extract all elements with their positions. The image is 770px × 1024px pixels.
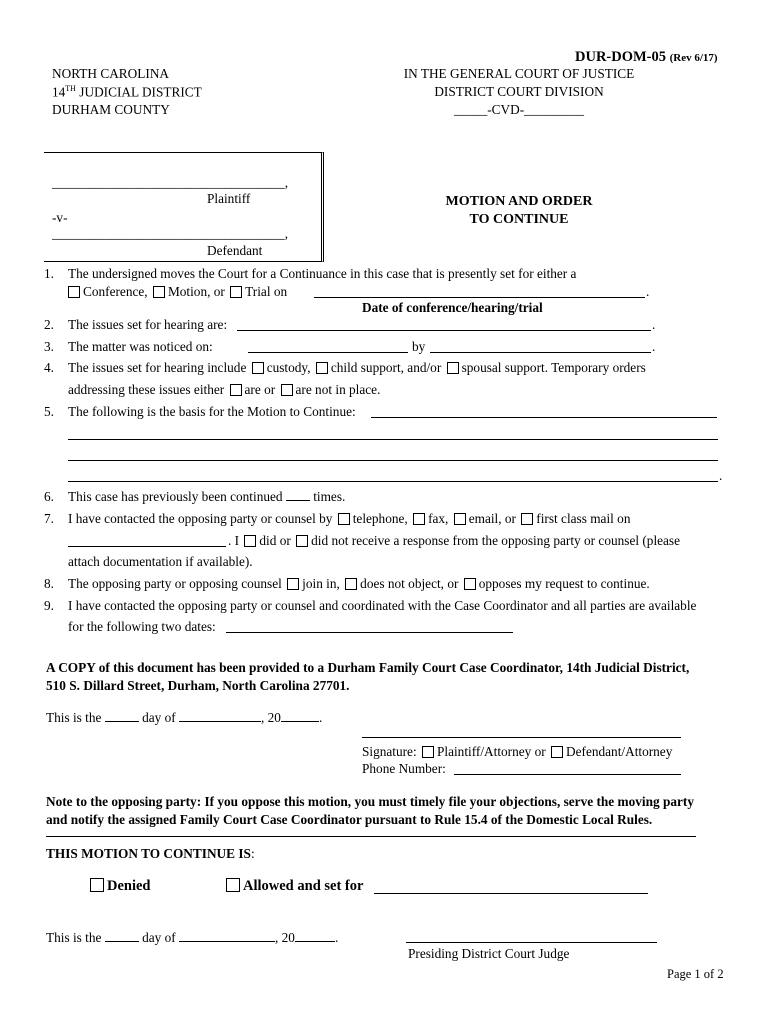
copy-notice-line2: 510 S. Dillard Street, Durham, North Carolina 27701. <box>46 678 350 693</box>
item-7-number: 7. <box>44 511 54 526</box>
order-day-field[interactable] <box>105 940 139 942</box>
item-5-period: . <box>719 468 723 483</box>
denied-label: Denied <box>107 878 151 894</box>
versus-label: -v- <box>52 210 68 225</box>
document-title-line1: MOTION AND ORDER <box>445 194 593 209</box>
item-1-text: The undersigned moves the Court for a Continuance in this case that is presently set for either a <box>68 266 577 281</box>
spousal-support-checkbox[interactable] <box>447 362 459 374</box>
denied-checkbox[interactable] <box>90 878 104 892</box>
basis-field-line2[interactable] <box>68 439 718 440</box>
does-not-object-checkbox[interactable] <box>345 578 357 590</box>
basis-field-line1[interactable] <box>371 417 717 418</box>
allowed-checkbox[interactable] <box>226 878 240 892</box>
basis-field-line3[interactable] <box>68 460 718 461</box>
order-month-field[interactable] <box>179 940 275 942</box>
item-3-period: . <box>652 339 656 354</box>
item-9-text: I have contacted the opposing party or counsel and coordinated with the Case Coordinator and all parties are available <box>68 598 697 613</box>
form-id <box>575 49 718 66</box>
plaintiff-attorney-checkbox[interactable] <box>422 746 434 758</box>
item-7-text: I have contacted the opposing party or counsel by <box>68 511 333 526</box>
court-name: IN THE GENERAL COURT OF JUSTICE <box>403 66 635 81</box>
order-day-of: day of <box>142 930 176 945</box>
order-heading-text: THIS MOTION TO CONTINUE IS <box>46 846 251 861</box>
hearing-date-caption: Date of conference/hearing/trial <box>362 300 543 315</box>
item-6-text: This case has previously been continued <box>68 489 283 504</box>
item-7-i: . I <box>228 533 240 548</box>
item-3-number: 3. <box>44 339 54 354</box>
plaintiff-label: Plaintiff <box>207 191 251 206</box>
hearing-date-field[interactable] <box>314 297 645 298</box>
opposes-label: opposes my request to continue. <box>478 576 650 591</box>
item-2-text: The issues set for hearing are: <box>68 317 228 332</box>
join-in-checkbox[interactable] <box>287 578 299 590</box>
email-label: email, or <box>468 511 516 526</box>
join-in-label: join in, <box>302 576 340 591</box>
continued-count-field[interactable] <box>286 499 310 501</box>
contact-date-field[interactable] <box>68 546 226 547</box>
motion-date-prefix: This is the <box>46 710 102 725</box>
item-4-line1 <box>68 360 646 376</box>
file-number-field[interactable]: _____-CVD-_________ <box>453 102 584 117</box>
judicial-district <box>52 84 202 100</box>
item-4-line2 <box>68 382 380 398</box>
conference-label: Conference, <box>83 284 148 299</box>
denied-option <box>90 878 151 895</box>
item-3-text: The matter was noticed on: <box>68 339 213 354</box>
motion-year-field[interactable] <box>281 720 319 722</box>
county-name: DURHAM COUNTY <box>52 102 170 117</box>
item-6-line <box>68 489 345 505</box>
did-receive-checkbox[interactable] <box>244 535 256 547</box>
defendant-attorney-checkbox[interactable] <box>551 746 563 758</box>
item-6-number: 6. <box>44 489 54 504</box>
item-8-line <box>68 576 650 592</box>
defendant-name-field[interactable]: ___________________________________, <box>52 226 289 241</box>
item-9-number: 9. <box>44 598 54 613</box>
signature-row <box>362 744 672 760</box>
defendant-label: Defendant <box>207 243 263 258</box>
order-heading <box>46 846 255 862</box>
district-number: 14 <box>52 84 66 100</box>
noticed-date-field[interactable] <box>248 352 408 353</box>
item-1-number: 1. <box>44 266 54 281</box>
order-date-prefix: This is the <box>46 930 102 945</box>
section-divider <box>46 836 696 837</box>
caption-box <box>44 152 324 262</box>
did-not-receive-label: did not receive a response from the opposing party or counsel (please <box>311 533 681 548</box>
item-6-times: times. <box>313 489 346 504</box>
item-4-text: The issues set for hearing include <box>68 360 247 375</box>
opposing-party-note-line1: Note to the opposing party: If you oppose this motion, you must timely file your objections, serve the moving party <box>46 794 694 809</box>
item-7-line1 <box>68 511 630 527</box>
item-5-text: The following is the basis for the Motion to Continue: <box>68 404 356 419</box>
item-1-options <box>68 284 287 300</box>
document-title-line2: TO CONTINUE <box>469 212 569 227</box>
item-7-line3: attach documentation if available). <box>68 554 253 569</box>
issues-field[interactable] <box>237 330 651 331</box>
custody-checkbox[interactable] <box>252 362 264 374</box>
motion-date-period: . <box>318 710 323 725</box>
custody-label: custody, <box>266 360 311 375</box>
orders-in-place-label: are or <box>244 382 276 397</box>
child-support-checkbox[interactable] <box>316 362 328 374</box>
item-3-by: by <box>412 339 426 354</box>
motion-day-field[interactable] <box>105 720 139 722</box>
order-year-prefix: , 20 <box>275 930 295 945</box>
motion-date-line <box>46 710 322 726</box>
fax-checkbox[interactable] <box>413 513 425 525</box>
opposes-checkbox[interactable] <box>464 578 476 590</box>
motion-day-of: day of <box>142 710 176 725</box>
does-not-object-label: does not object, or <box>360 576 459 591</box>
item-1-period: . <box>646 284 650 299</box>
basis-field-line4[interactable] <box>68 481 718 482</box>
email-checkbox[interactable] <box>454 513 466 525</box>
orders-not-in-place-label: are not in place. <box>295 382 381 397</box>
first-class-mail-checkbox[interactable] <box>521 513 533 525</box>
telephone-checkbox[interactable] <box>338 513 350 525</box>
noticed-by-field[interactable] <box>430 352 651 353</box>
item-9-line2: for the following two dates: <box>68 619 216 634</box>
opposing-party-note-line2: and notify the assigned Family Court Case Coordinator pursuant to Rule 15.4 of the Domestic Local Rules. <box>46 812 653 827</box>
page-number: Page 1 of 2 <box>667 967 724 981</box>
item-5-number: 5. <box>44 404 54 419</box>
judge-signature-line[interactable] <box>406 942 657 943</box>
motion-month-field[interactable] <box>179 720 261 722</box>
available-dates-field[interactable] <box>226 632 513 633</box>
item-8-text: The opposing party or opposing counsel <box>68 576 282 591</box>
court-division: DISTRICT COURT DIVISION <box>434 84 604 99</box>
district-label: JUDICIAL DISTRICT <box>75 84 202 100</box>
phone-number-field[interactable] <box>454 774 681 775</box>
trial-checkbox[interactable] <box>230 286 242 298</box>
order-year-field[interactable] <box>295 940 335 942</box>
defendant-attorney-label: Defendant/Attorney <box>566 744 673 759</box>
orders-in-place-checkbox[interactable] <box>230 384 242 396</box>
motion-year-prefix: , 20 <box>261 710 281 725</box>
fax-label: fax, <box>428 511 449 526</box>
trial-label: Trial on <box>245 284 288 299</box>
plaintiff-name-field[interactable]: ___________________________________, <box>52 175 289 190</box>
signature-line[interactable] <box>362 737 681 738</box>
allowed-date-field[interactable] <box>374 893 648 894</box>
child-support-label: child support, and/or <box>330 360 442 375</box>
item-2-number: 2. <box>44 317 54 332</box>
spousal-support-label: spousal support. Temporary orders <box>461 360 646 375</box>
district-superscript: TH <box>65 84 76 93</box>
item-7-line2 <box>228 533 680 549</box>
order-date-line <box>46 930 338 946</box>
item-4-number: 4. <box>44 360 54 375</box>
conference-checkbox[interactable] <box>68 286 80 298</box>
order-date-period: . <box>334 930 339 945</box>
did-not-receive-checkbox[interactable] <box>296 535 308 547</box>
signature-label: Signature: <box>362 744 417 759</box>
order-heading-colon: : <box>250 846 255 861</box>
orders-not-in-place-checkbox[interactable] <box>281 384 293 396</box>
allowed-label: Allowed and set for <box>243 878 364 894</box>
phone-number-label: Phone Number: <box>362 761 446 776</box>
did-receive-label: did or <box>259 533 291 548</box>
judge-label: Presiding District Court Judge <box>408 946 570 961</box>
item-8-number: 8. <box>44 576 54 591</box>
first-class-mail-label: first class mail on <box>536 511 631 526</box>
telephone-label: telephone, <box>352 511 408 526</box>
form-revision: (Rev 6/17) <box>669 52 718 64</box>
motion-label: Motion, or <box>167 284 225 299</box>
item-2-period: . <box>652 317 656 332</box>
state-name: NORTH CAROLINA <box>52 66 170 81</box>
plaintiff-attorney-label: Plaintiff/Attorney or <box>436 744 546 759</box>
copy-notice-line1: A COPY of this document has been provided to a Durham Family Court Case Coordinator, 14th Judicial District, <box>46 660 690 675</box>
item-4-line2-text: addressing these issues either <box>68 382 225 397</box>
allowed-option <box>226 878 363 895</box>
motion-checkbox[interactable] <box>153 286 165 298</box>
form-number: DUR-DOM-05 <box>575 49 667 65</box>
